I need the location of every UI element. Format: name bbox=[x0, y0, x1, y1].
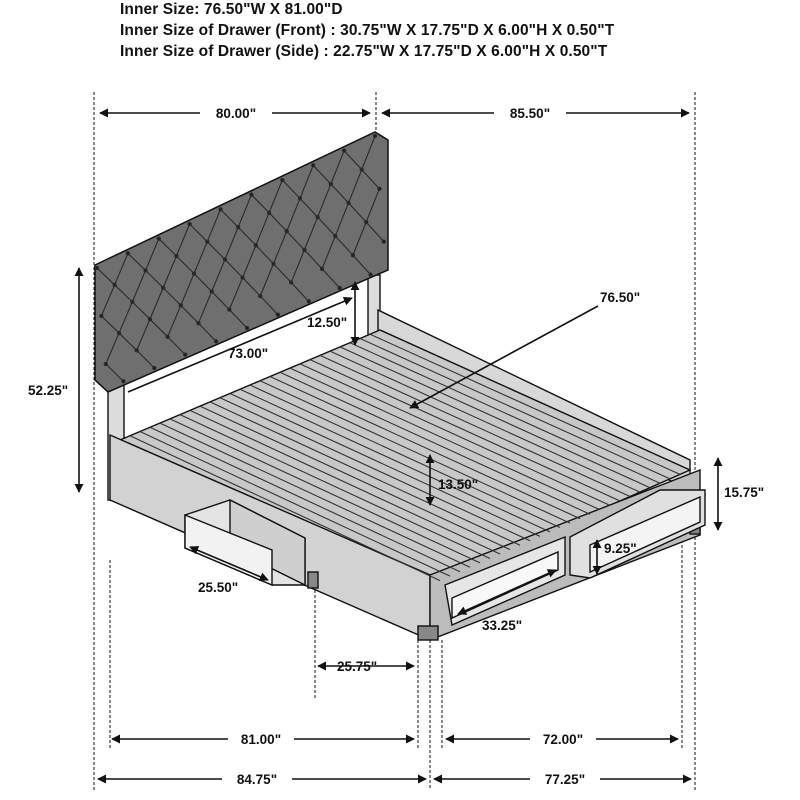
spec-drawer-front: Inner Size of Drawer (Front) : 30.75"W X 17.75"D X 6.00"H X 0.50"T bbox=[120, 22, 615, 39]
label-bottom-depth-inner: 72.00" bbox=[542, 732, 584, 747]
label-leg-spacing: 25.75" bbox=[337, 659, 378, 674]
spec-drawer-side: Inner Size of Drawer (Side) : 22.75"W X 17.75"D X 6.00"H X 0.50"T bbox=[120, 43, 608, 60]
label-drawer-side-height: 9.25" bbox=[604, 541, 637, 556]
label-headboard-width: 80.00" bbox=[215, 106, 257, 121]
label-bottom-width-overall: 84.75" bbox=[236, 772, 278, 787]
label-headboard-height: 52.25" bbox=[28, 383, 69, 398]
label-bottom-depth-overall: 77.25" bbox=[544, 772, 586, 787]
label-drawer-front-width: 33.25" bbox=[482, 618, 523, 633]
label-frame-height: 15.75" bbox=[724, 485, 765, 500]
label-bottom-width-inner: 81.00" bbox=[240, 732, 282, 747]
label-drawer-side-depth: 25.50" bbox=[198, 580, 239, 595]
spec-inner-size: Inner Size: 76.50"W X 81.00"D bbox=[120, 1, 343, 18]
label-panel-height: 12.50" bbox=[307, 315, 348, 330]
label-inner-diagonal: 76.50" bbox=[600, 290, 641, 305]
label-overall-depth-top: 85.50" bbox=[509, 106, 551, 121]
label-under-clearance: 13.50" bbox=[438, 477, 479, 492]
label-inner-width-line: 73.00" bbox=[228, 346, 269, 361]
